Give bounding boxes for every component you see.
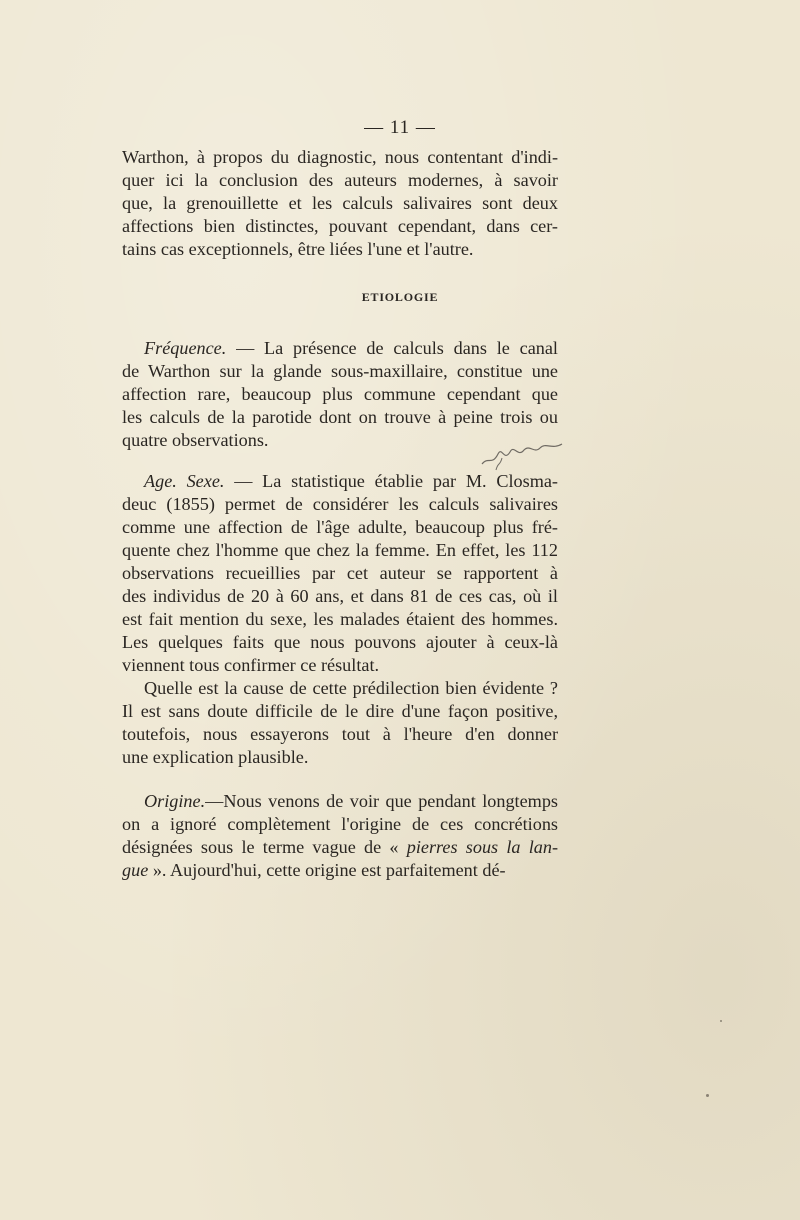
- handwritten-annotation: [478, 436, 568, 472]
- cause-paragraph: [122, 677, 558, 769]
- age-sexe-label: Age. Sexe.: [144, 471, 225, 491]
- text-line: que, la grenouillette et les calculs salivaires sont deux: [122, 193, 558, 213]
- text-line: [122, 836, 558, 859]
- text-line: [122, 470, 558, 493]
- text-line: comme une affection de l'âge adulte, beaucoup plus fré-: [122, 517, 558, 537]
- origine-first-line: —Nous venons de voir que pendant longtemps: [205, 791, 558, 811]
- age-sexe-paragraph: [122, 470, 558, 677]
- text-line: une explication plausible.: [122, 747, 309, 767]
- intro-paragraph: [122, 146, 558, 261]
- text-line: [122, 337, 558, 360]
- paper-speck: [706, 1094, 709, 1097]
- text-line: Les quelques faits que nous pouvons ajouter à ceux-là: [122, 632, 558, 652]
- section-heading: ETIOLOGIE: [361, 290, 439, 304]
- text-line: quatre observations.: [122, 430, 269, 450]
- text-line: toutefois, nous essayerons tout à l'heure d'en donner: [122, 724, 558, 744]
- frequence-paragraph: [122, 337, 558, 452]
- text-line: tains cas exceptionnels, être liées l'une et l'autre.: [122, 239, 474, 259]
- origine-line3-italic: pierres sous la lan-: [406, 837, 558, 857]
- text-line: on a ignoré complètement l'origine de ces concrétions: [122, 814, 558, 834]
- origine-line3-text: désignées sous le terme vague de «: [122, 837, 407, 857]
- text-line: viennent tous confirmer ce résultat.: [122, 655, 380, 675]
- text-line: quer ici la conclusion des auteurs modernes, à savoir: [122, 170, 558, 190]
- paper-speck: [720, 1020, 722, 1022]
- text-line: quente chez l'homme que chez la femme. En effet, les 112: [122, 540, 558, 560]
- text-line: Il est sans doute difficile de le dire d'une façon positive,: [122, 701, 558, 721]
- frequence-first-line: — La présence de calculs dans le canal: [226, 338, 558, 358]
- text-line: les calculs de la parotide dont on trouve à peine trois ou: [122, 407, 558, 427]
- page-number: — 11 —: [364, 117, 436, 138]
- age-sexe-first-line: — La statistique établie par M. Closma-: [224, 471, 558, 491]
- text-line: affection rare, beaucoup plus commune cependant que: [122, 384, 558, 404]
- origine-paragraph: [122, 790, 558, 882]
- text-line: affections bien distinctes, pouvant cependant, dans cer-: [122, 216, 558, 236]
- text-line: des individus de 20 à 60 ans, et dans 81 de ces cas, où il: [122, 586, 558, 606]
- text-line: deuc (1855) permet de considérer les calculs salivaires: [122, 494, 558, 514]
- origine-line4-text: ». Aujourd'hui, cette origine est parfaitement dé-: [148, 860, 506, 880]
- text-line: observations recueillies par cet auteur se rapportent à: [122, 563, 558, 583]
- text-line: Quelle est la cause de cette prédilection bien évidente ?: [144, 678, 558, 698]
- text-line: de Warthon sur la glande sous-maxillaire, constitue une: [122, 361, 558, 381]
- text-line: [122, 790, 558, 813]
- text-line: est fait mention du sexe, les malades étaient des hommes.: [122, 609, 558, 629]
- text-line: [122, 859, 558, 882]
- origine-line4-italic: gue: [122, 860, 149, 880]
- origine-label: Origine.: [144, 791, 206, 811]
- frequence-label: Fréquence.: [144, 338, 227, 358]
- text-line: Warthon, à propos du diagnostic, nous contentant d'indi-: [122, 147, 558, 167]
